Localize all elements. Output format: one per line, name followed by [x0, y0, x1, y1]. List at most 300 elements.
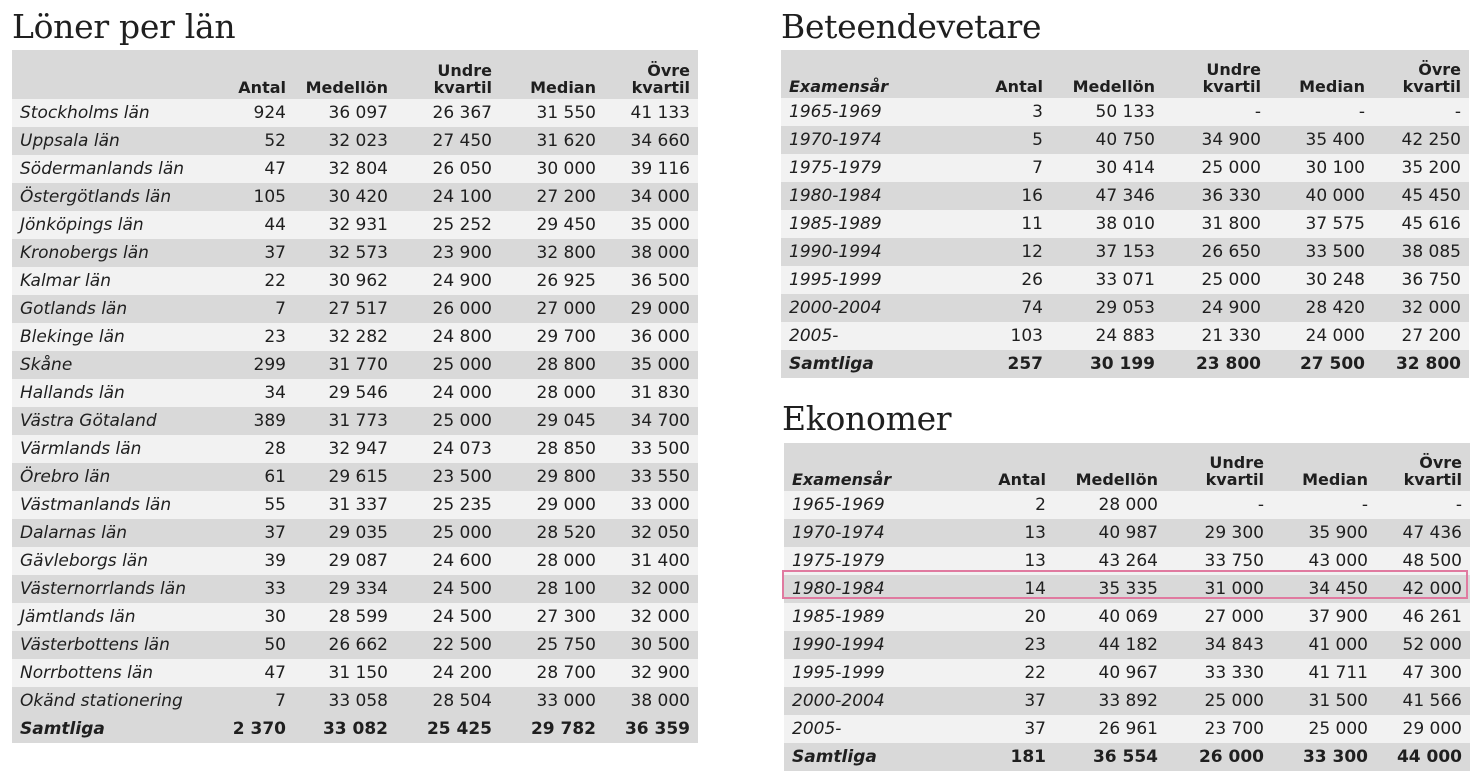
- table-cell: 24 000: [1269, 322, 1373, 350]
- table-cell: 26 050: [396, 155, 500, 183]
- table-cell: 24 900: [396, 267, 500, 295]
- table-cell: 41 566: [1376, 687, 1470, 715]
- table-cell: 23 500: [396, 463, 500, 491]
- table-cell: 31 550: [500, 99, 604, 127]
- row-label: 1985-1989: [784, 603, 952, 631]
- column-header: Median: [1269, 50, 1373, 98]
- table-cell: 27 517: [294, 295, 396, 323]
- table-cell: 32 900: [604, 659, 698, 687]
- table-row: [781, 182, 1469, 210]
- table-cell: 37 900: [1272, 603, 1376, 631]
- table-cell: 29 700: [500, 323, 604, 351]
- total-cell: 25 425: [396, 715, 500, 743]
- table-cell: 28 599: [294, 603, 396, 631]
- table-cell: 29 546: [294, 379, 396, 407]
- row-label: Västmanlands län: [12, 491, 208, 519]
- column-header: Medellön: [1054, 443, 1166, 491]
- table-cell: 33 071: [1051, 266, 1163, 294]
- total-row: [781, 350, 1469, 378]
- table-cell: 34 700: [604, 407, 698, 435]
- table-row: [12, 323, 698, 351]
- table-cell: 31 620: [500, 127, 604, 155]
- row-label: Kronobergs län: [12, 239, 208, 267]
- table-cell: 34 450: [1272, 575, 1376, 603]
- table-cell: 25 000: [1163, 266, 1269, 294]
- column-header: Övre kvartil: [604, 50, 698, 99]
- table-cell: 29 045: [500, 407, 604, 435]
- table-cell: -: [1166, 491, 1272, 519]
- table-cell: -: [1376, 491, 1470, 519]
- table-cell: 20: [952, 603, 1054, 631]
- table-cell: 29 450: [500, 211, 604, 239]
- table-cell: 24 900: [1163, 294, 1269, 322]
- table-cell: 27 450: [396, 127, 500, 155]
- table-cell: 42 000: [1376, 575, 1470, 603]
- row-label: Kalmar län: [12, 267, 208, 295]
- table-cell: 2: [952, 491, 1054, 519]
- total-cell: 33 300: [1272, 743, 1376, 771]
- table-cell: 28 420: [1269, 294, 1373, 322]
- table-cell: 25 000: [396, 407, 500, 435]
- table-cell: 74: [949, 294, 1051, 322]
- total-cell: 29 782: [500, 715, 604, 743]
- table-cell: 24 600: [396, 547, 500, 575]
- table-row: [12, 379, 698, 407]
- table-cell: 33 330: [1166, 659, 1272, 687]
- table-cell: 48 500: [1376, 547, 1470, 575]
- total-label: Samtliga: [784, 743, 952, 771]
- row-label: 1995-1999: [781, 266, 949, 294]
- table-cell: 23 700: [1166, 715, 1272, 743]
- table-cell: 43 264: [1054, 547, 1166, 575]
- table-cell: 37: [952, 715, 1054, 743]
- table-cell: 32 000: [1373, 294, 1469, 322]
- table-cell: 29 000: [604, 295, 698, 323]
- table-total: [12, 715, 698, 743]
- table-cell: 32 282: [294, 323, 396, 351]
- table-cell: 32 931: [294, 211, 396, 239]
- row-label: Östergötlands län: [12, 183, 208, 211]
- row-label: 1965-1969: [784, 491, 952, 519]
- table-cell: 29 087: [294, 547, 396, 575]
- table-cell: 31 830: [604, 379, 698, 407]
- total-cell: 27 500: [1269, 350, 1373, 378]
- table-row: [784, 603, 1470, 631]
- table-cell: 13: [952, 519, 1054, 547]
- table-cell: 30: [208, 603, 294, 631]
- row-label: Södermanlands län: [12, 155, 208, 183]
- table-cell: 55: [208, 491, 294, 519]
- row-label: Gävleborgs län: [12, 547, 208, 575]
- table-cell: -: [1272, 491, 1376, 519]
- row-label: 1975-1979: [781, 154, 949, 182]
- table-row: [12, 547, 698, 575]
- table-header: [784, 443, 1470, 491]
- table-cell: 40 069: [1054, 603, 1166, 631]
- table-cell: 31 400: [604, 547, 698, 575]
- column-header: [12, 50, 208, 99]
- table-cell: 41 133: [604, 99, 698, 127]
- table-row: [12, 211, 698, 239]
- table-cell: 52 000: [1376, 631, 1470, 659]
- column-header: Antal: [952, 443, 1054, 491]
- table-cell: 924: [208, 99, 294, 127]
- column-header: Undre kvartil: [1166, 443, 1272, 491]
- column-header: Undre kvartil: [396, 50, 500, 99]
- table-cell: 26 961: [1054, 715, 1166, 743]
- table-row: [12, 631, 698, 659]
- table-cell: 52: [208, 127, 294, 155]
- table-cell: 38 000: [604, 239, 698, 267]
- table-cell: 28 000: [500, 379, 604, 407]
- table-total: [781, 350, 1469, 378]
- row-label: Värmlands län: [12, 435, 208, 463]
- table-cell: 39: [208, 547, 294, 575]
- table-cell: 29 800: [500, 463, 604, 491]
- total-row: [784, 743, 1470, 771]
- table-cell: 36 750: [1373, 266, 1469, 294]
- table-cell: 29 035: [294, 519, 396, 547]
- row-label: 1995-1999: [784, 659, 952, 687]
- table-cell: 25 000: [1163, 154, 1269, 182]
- table-cell: 29 300: [1166, 519, 1272, 547]
- total-cell: 23 800: [1163, 350, 1269, 378]
- table-cell: 24 800: [396, 323, 500, 351]
- table-cell: 29 334: [294, 575, 396, 603]
- table-cell: 7: [949, 154, 1051, 182]
- total-cell: 44 000: [1376, 743, 1470, 771]
- table-cell: 22: [952, 659, 1054, 687]
- table-cell: 45 616: [1373, 210, 1469, 238]
- table-cell: 36 000: [604, 323, 698, 351]
- table-cell: 23 900: [396, 239, 500, 267]
- total-cell: 30 199: [1051, 350, 1163, 378]
- table-cell: 32 804: [294, 155, 396, 183]
- table-cell: 41 711: [1272, 659, 1376, 687]
- row-label: 2000-2004: [784, 687, 952, 715]
- table-row: [12, 659, 698, 687]
- row-label: Stockholms län: [12, 99, 208, 127]
- table-cell: 50 133: [1051, 98, 1163, 126]
- total-cell: 33 082: [294, 715, 396, 743]
- table-cell: -: [1163, 98, 1269, 126]
- table-cell: 37: [952, 687, 1054, 715]
- table-cell: 32 000: [604, 575, 698, 603]
- row-label: 1980-1984: [781, 182, 949, 210]
- header-row: [784, 443, 1470, 491]
- table-body: [781, 98, 1469, 350]
- table-row: [781, 98, 1469, 126]
- table-body: [12, 99, 698, 715]
- table-cell: 16: [949, 182, 1051, 210]
- table-cell: 28 100: [500, 575, 604, 603]
- table-row: [784, 631, 1470, 659]
- table-cell: 45 450: [1373, 182, 1469, 210]
- table-cell: 41 000: [1272, 631, 1376, 659]
- table-row: [784, 575, 1470, 603]
- total-cell: 181: [952, 743, 1054, 771]
- table-cell: 25 000: [1272, 715, 1376, 743]
- table-cell: 3: [949, 98, 1051, 126]
- row-label: Skåne: [12, 351, 208, 379]
- table-cell: 37: [208, 519, 294, 547]
- table-cell: 30 000: [500, 155, 604, 183]
- table-cell: 31 500: [1272, 687, 1376, 715]
- table-cell: 37 153: [1051, 238, 1163, 266]
- table-cell: 46 261: [1376, 603, 1470, 631]
- column-header: Examensår: [781, 50, 949, 98]
- table-row: [784, 659, 1470, 687]
- table-cell: 33 058: [294, 687, 396, 715]
- row-label: Dalarnas län: [12, 519, 208, 547]
- table-row: [784, 519, 1470, 547]
- table-cell: 28 000: [500, 547, 604, 575]
- table-cell: 47 346: [1051, 182, 1163, 210]
- column-header: Antal: [949, 50, 1051, 98]
- table-cell: 25 252: [396, 211, 500, 239]
- table-row: [12, 687, 698, 715]
- table-row: [12, 239, 698, 267]
- table-cell: 27 300: [500, 603, 604, 631]
- table-cell: 33 550: [604, 463, 698, 491]
- table-cell: 35 000: [604, 351, 698, 379]
- table-body: [784, 491, 1470, 743]
- table-row: [781, 154, 1469, 182]
- row-label: 1965-1969: [781, 98, 949, 126]
- table-cell: 27 200: [1373, 322, 1469, 350]
- table-row: [12, 127, 698, 155]
- row-label: 2000-2004: [781, 294, 949, 322]
- table-cell: 13: [952, 547, 1054, 575]
- table-cell: 31 337: [294, 491, 396, 519]
- table-cell: 40 750: [1051, 126, 1163, 154]
- column-header: Undre kvartil: [1163, 50, 1269, 98]
- table-cell: 11: [949, 210, 1051, 238]
- total-row: [12, 715, 698, 743]
- table-cell: 35 400: [1269, 126, 1373, 154]
- table-cell: 24 000: [396, 379, 500, 407]
- table-cell: 37 575: [1269, 210, 1373, 238]
- table-cell: 39 116: [604, 155, 698, 183]
- table-cell: 44 182: [1054, 631, 1166, 659]
- table-cell: 27 000: [500, 295, 604, 323]
- row-label: Örebro län: [12, 463, 208, 491]
- header-row: [12, 50, 698, 99]
- column-header: Övre kvartil: [1376, 443, 1470, 491]
- table-cell: 28 700: [500, 659, 604, 687]
- row-label: 1970-1974: [784, 519, 952, 547]
- table-cell: 27 000: [1166, 603, 1272, 631]
- row-label: Jönköpings län: [12, 211, 208, 239]
- table-row: [12, 183, 698, 211]
- table-cell: 29 000: [1376, 715, 1470, 743]
- table-row: [784, 547, 1470, 575]
- table-cell: 24 883: [1051, 322, 1163, 350]
- table-cell: 35 200: [1373, 154, 1469, 182]
- row-label: 2005-: [781, 322, 949, 350]
- row-label: Västerbottens län: [12, 631, 208, 659]
- table-cell: 12: [949, 238, 1051, 266]
- table-cell: 26 367: [396, 99, 500, 127]
- total-label: Samtliga: [12, 715, 208, 743]
- table-cell: 26 925: [500, 267, 604, 295]
- table-cell: 28 000: [1054, 491, 1166, 519]
- row-label: 2005-: [784, 715, 952, 743]
- total-cell: 32 800: [1373, 350, 1469, 378]
- table-row: [781, 322, 1469, 350]
- table-cell: 33 892: [1054, 687, 1166, 715]
- table-cell: 33 000: [604, 491, 698, 519]
- title-ekonomer: Ekonomer: [782, 399, 952, 438]
- table-cell: 36 500: [604, 267, 698, 295]
- table-cell: 32 023: [294, 127, 396, 155]
- table-cell: 40 987: [1054, 519, 1166, 547]
- table-cell: 33 500: [1269, 238, 1373, 266]
- row-label: 1990-1994: [784, 631, 952, 659]
- table-cell: 31 000: [1166, 575, 1272, 603]
- table-cell: 34 000: [604, 183, 698, 211]
- table-cell: 34 660: [604, 127, 698, 155]
- table-cell: 40 967: [1054, 659, 1166, 687]
- table-row: [12, 491, 698, 519]
- table-cell: 29 053: [1051, 294, 1163, 322]
- table-cell: 38 010: [1051, 210, 1163, 238]
- table-cell: 27 200: [500, 183, 604, 211]
- row-label: 1980-1984: [784, 575, 952, 603]
- table-cell: 23: [208, 323, 294, 351]
- table-row: [781, 126, 1469, 154]
- total-cell: 26 000: [1166, 743, 1272, 771]
- table-cell: 31 770: [294, 351, 396, 379]
- table-cell: 103: [949, 322, 1051, 350]
- table-header: [781, 50, 1469, 98]
- table-cell: 29 615: [294, 463, 396, 491]
- title-beteendevetare: Beteendevetare: [781, 7, 1042, 46]
- row-label: Okänd stationering: [12, 687, 208, 715]
- table-row: [12, 463, 698, 491]
- table-cell: 32 800: [500, 239, 604, 267]
- table-cell: 35 335: [1054, 575, 1166, 603]
- column-header: Median: [500, 50, 604, 99]
- total-cell: 257: [949, 350, 1051, 378]
- beteendevetare-table: [781, 50, 1469, 378]
- table-cell: 21 330: [1163, 322, 1269, 350]
- table-cell: 34 900: [1163, 126, 1269, 154]
- row-label: Norrbottens län: [12, 659, 208, 687]
- table-cell: 34: [208, 379, 294, 407]
- table-cell: 40 000: [1269, 182, 1373, 210]
- table-cell: 35 000: [604, 211, 698, 239]
- table-cell: -: [1373, 98, 1469, 126]
- ekonomer-table: [784, 443, 1470, 771]
- table-cell: 28: [208, 435, 294, 463]
- table-cell: 38 000: [604, 687, 698, 715]
- header-row: [781, 50, 1469, 98]
- table-cell: 25 000: [396, 351, 500, 379]
- table-cell: 33 000: [500, 687, 604, 715]
- table-row: [12, 407, 698, 435]
- table-cell: 25 750: [500, 631, 604, 659]
- total-cell: 36 554: [1054, 743, 1166, 771]
- table-cell: 22 500: [396, 631, 500, 659]
- row-label: 1985-1989: [781, 210, 949, 238]
- table-cell: 31 800: [1163, 210, 1269, 238]
- table-cell: 33 750: [1166, 547, 1272, 575]
- table-cell: 23: [952, 631, 1054, 659]
- table-row: [781, 238, 1469, 266]
- table-cell: 25 000: [1166, 687, 1272, 715]
- table-cell: 28 850: [500, 435, 604, 463]
- table-row: [12, 267, 698, 295]
- table-cell: 36 330: [1163, 182, 1269, 210]
- row-label: Hallands län: [12, 379, 208, 407]
- table-cell: 28 800: [500, 351, 604, 379]
- table-cell: 7: [208, 687, 294, 715]
- title-loner-per-lan: Löner per län: [12, 7, 236, 46]
- table-cell: 5: [949, 126, 1051, 154]
- table-cell: 26 000: [396, 295, 500, 323]
- table-cell: 32 947: [294, 435, 396, 463]
- table-cell: 26 662: [294, 631, 396, 659]
- table-total: [784, 743, 1470, 771]
- table-row: [784, 491, 1470, 519]
- table-cell: 28 504: [396, 687, 500, 715]
- table-cell: 30 500: [604, 631, 698, 659]
- table-row: [781, 294, 1469, 322]
- table-cell: 44: [208, 211, 294, 239]
- table-cell: 42 250: [1373, 126, 1469, 154]
- table-cell: 24 500: [396, 603, 500, 631]
- table-header: [12, 50, 698, 99]
- table-cell: 47 436: [1376, 519, 1470, 547]
- table-row: [12, 575, 698, 603]
- column-header: Median: [1272, 443, 1376, 491]
- row-label: Västra Götaland: [12, 407, 208, 435]
- table-cell: 33 500: [604, 435, 698, 463]
- table-cell: 61: [208, 463, 294, 491]
- table-cell: 35 900: [1272, 519, 1376, 547]
- table-cell: 43 000: [1272, 547, 1376, 575]
- table-cell: 25 000: [396, 519, 500, 547]
- table-cell: 7: [208, 295, 294, 323]
- table-row: [781, 266, 1469, 294]
- column-header: Antal: [208, 50, 294, 99]
- table-row: [784, 687, 1470, 715]
- table-cell: 31 773: [294, 407, 396, 435]
- table-row: [12, 99, 698, 127]
- row-label: Gotlands län: [12, 295, 208, 323]
- row-label: 1970-1974: [781, 126, 949, 154]
- table-cell: 24 073: [396, 435, 500, 463]
- table-cell: 22: [208, 267, 294, 295]
- total-cell: 2 370: [208, 715, 294, 743]
- table-cell: 32 573: [294, 239, 396, 267]
- table-cell: 26: [949, 266, 1051, 294]
- column-header: Medellön: [1051, 50, 1163, 98]
- row-label: 1975-1979: [784, 547, 952, 575]
- column-header: Examensår: [784, 443, 952, 491]
- table-cell: 29 000: [500, 491, 604, 519]
- table-row: [12, 155, 698, 183]
- table-cell: 47: [208, 659, 294, 687]
- total-cell: 36 359: [604, 715, 698, 743]
- table-cell: 47: [208, 155, 294, 183]
- table-row: [784, 715, 1470, 743]
- table-cell: 30 248: [1269, 266, 1373, 294]
- table-row: [12, 351, 698, 379]
- table-cell: 50: [208, 631, 294, 659]
- total-label: Samtliga: [781, 350, 949, 378]
